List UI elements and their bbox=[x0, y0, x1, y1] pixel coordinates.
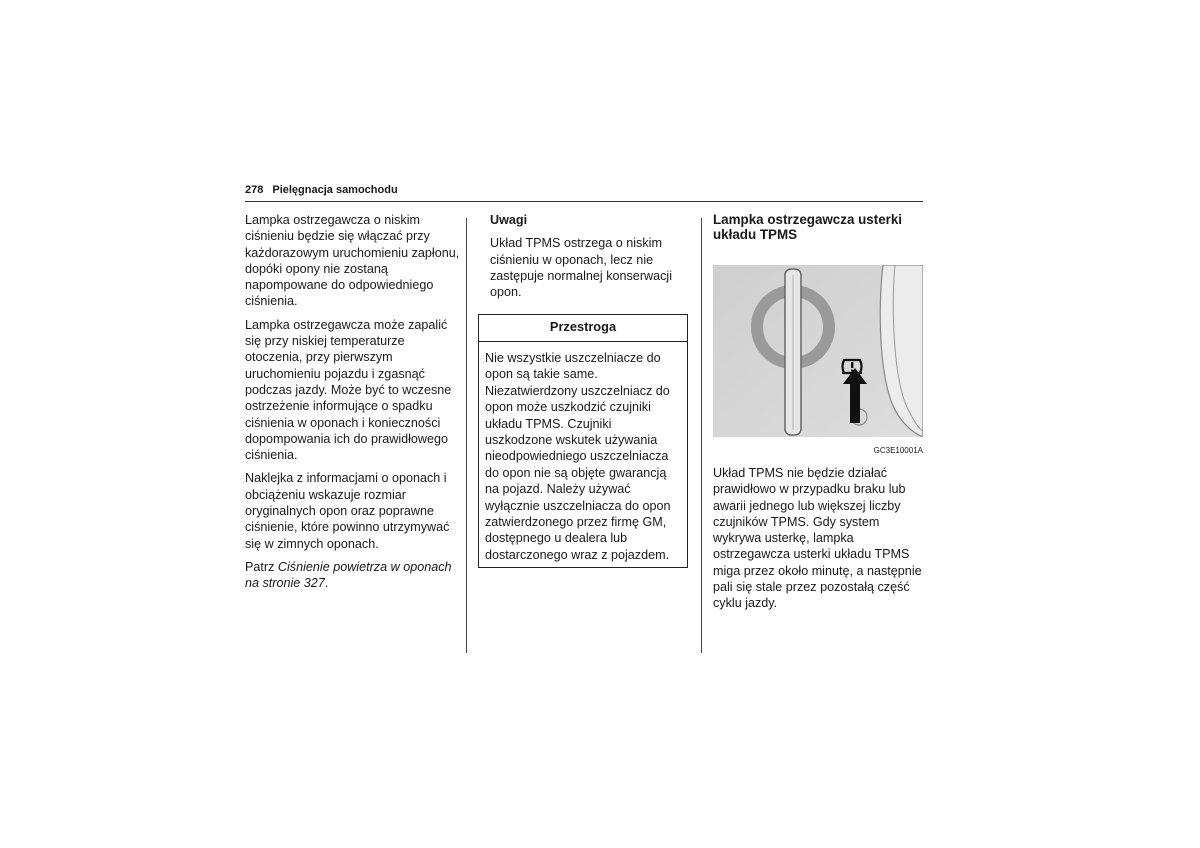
paragraph: Lampka ostrzegawcza o niskim ciśnieniu będzie się włączać przy każdorazowym uruchomieniu zapłonu, dopóki opony nie zostaną napompowane do odpowiedniego ciśnienia. bbox=[245, 213, 460, 309]
column-middle bbox=[490, 212, 690, 307]
cross-reference bbox=[245, 559, 460, 592]
paragraph: Układ TPMS nie będzie działać prawidłowo w przypadku braku lub awarii jednego lub większej liczby czujników TPMS. Gdy system wykrywa usterkę, lampka ostrzegawcza usterki układu TPMS miga przez około minutę, a następnie pali się stale przez pozostałą część cyklu jazdy. bbox=[713, 466, 922, 611]
cross-reference-prefix: Patrz bbox=[245, 559, 278, 574]
column-left bbox=[245, 212, 460, 599]
tpms-dashboard-illustration bbox=[713, 265, 923, 437]
column-divider bbox=[701, 218, 702, 653]
header-divider bbox=[245, 201, 923, 202]
page-number: 278 bbox=[245, 184, 264, 196]
section-heading: Lampka ostrzegawcza usterki układu TPMS bbox=[713, 212, 903, 242]
figure-caption: GC3E10001A bbox=[873, 446, 923, 455]
page-header bbox=[245, 184, 923, 196]
paragraph: Lampka ostrzegawcza może zapalić się przy niskiej temperaturze otoczenia, przy pierwszym uruchomieniu pojazdu i zgasnąć podczas jazdy. Może być to wczesne ostrzeżenie informujące o spadku ciśnienia w oponach i konieczności dopompowania ich do prawidłowego ciśnienia. bbox=[245, 317, 452, 463]
caution-box bbox=[478, 314, 688, 568]
caution-text: Nie wszystkie uszczelniacze do opon są takie same. Niezatwierdzony uszczelniacz do opon może uszkodzić czujniki układu TPMS. Czujniki uszkodzone wskutek używania nieodpowiedniego uszczelniacza do opon nie są objęte gwarancją na pojazd. Należy używać wyłącznie uszczelniacza do opon zatwierdzonego przez firmę GM, dostępnego u dealera lub dostarczonego wraz z pojazdem. bbox=[485, 351, 671, 562]
caution-title: Przestroga bbox=[479, 315, 687, 342]
cross-reference-link[interactable]: Ciśnienie powietrza w oponach na stronie 327 bbox=[245, 559, 452, 591]
note-text: Układ TPMS ostrzega o niskim ciśnieniu w oponach, lecz nie zastępuje normalnej konserwacji opon. bbox=[490, 236, 673, 300]
tpms-warning-icon bbox=[839, 355, 865, 377]
paragraph: Naklejka z informacjami o oponach i obciążeniu wskazuje rozmiar oryginalnych opon oraz poprawne ciśnienie, które powinno utrzymywać się w zimnych oponach. bbox=[245, 471, 450, 551]
section-title: Pielęgnacja samochodu bbox=[272, 184, 398, 196]
column-right bbox=[713, 212, 925, 242]
note-title: Uwagi bbox=[490, 213, 528, 227]
column-divider bbox=[466, 218, 467, 653]
column-right-body bbox=[713, 465, 925, 612]
cross-reference-suffix: . bbox=[324, 576, 329, 591]
